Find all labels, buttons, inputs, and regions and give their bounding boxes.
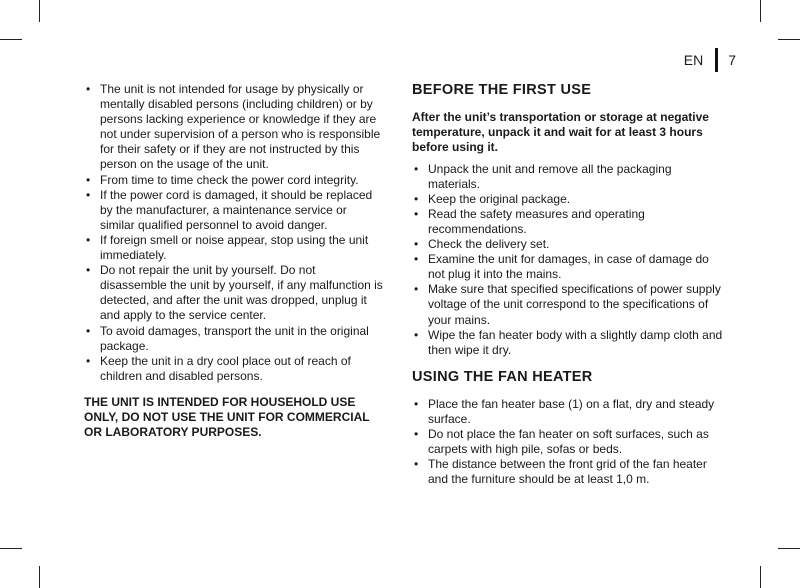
list-item: • Do not repair the unit by yourself. Do not disassemble the unit by yourself, if any malfunction is detected, and after the unit was dropped, unplug it and apply to the service center. [84, 263, 384, 323]
crop-mark-top-right-h [778, 39, 800, 40]
list-item: • The distance between the front grid of the fan heater and the furniture should be at least 1,0 m. [412, 457, 724, 487]
list-item: • Keep the original package. [412, 192, 724, 207]
list-item: • Examine the unit for damages, in case of damage do not plug it into the mains. [412, 252, 724, 282]
crop-mark-top-left-v [39, 0, 40, 22]
list-item: • The unit is not intended for usage by physically or mentally disabled persons (including children) or by persons lacking experience or knowledge if they are not under supervision of a person who is responsible for their safety or if they are not instructed by this person on the usage of the unit. [84, 82, 384, 173]
crop-mark-bottom-right-h [778, 548, 800, 549]
header-separator [715, 48, 718, 72]
section-heading-using-fan-heater: USING THE FAN HEATER [412, 368, 593, 385]
list-item: • Place the fan heater base (1) on a flat, dry and steady surface. [412, 397, 724, 427]
crop-mark-top-right-v [760, 0, 761, 22]
list-item: • Unpack the unit and remove all the packaging materials. [412, 162, 724, 192]
list-item: • Read the safety measures and operating recommendations. [412, 207, 724, 237]
crop-mark-bottom-right-v [760, 566, 761, 588]
page-header [684, 48, 736, 72]
page-number: 7 [728, 52, 736, 68]
crop-mark-top-left-h [0, 39, 22, 40]
section-heading-before-first-use: BEFORE THE FIRST USE [412, 82, 592, 98]
household-use-warning: THE UNIT IS INTENDED FOR HOUSEHOLD USE ONLY, DO NOT USE THE UNIT FOR COMMERCIAL OR LABORATORY PURPOSES. [84, 394, 370, 440]
crop-mark-bottom-left-v [39, 566, 40, 588]
crop-mark-bottom-left-h [0, 548, 22, 549]
before-first-use-list [412, 162, 724, 358]
list-item: • Do not place the fan heater on soft surfaces, such as carpets with high pile, sofas or beds. [412, 427, 724, 457]
list-item: • To avoid damages, transport the unit in the original package. [84, 324, 384, 354]
list-item: • Check the delivery set. [412, 237, 724, 252]
list-item: • If the power cord is damaged, it should be replaced by the manufacturer, a maintenance service or similar qualified personnel to avoid danger. [84, 188, 384, 233]
list-item: • Make sure that specified specifications of power supply voltage of the unit correspond to the specifications of your mains. [412, 282, 724, 327]
list-item: • Wipe the fan heater body with a slightly damp cloth and then wipe it dry. [412, 328, 724, 358]
using-fan-heater-list [412, 397, 724, 488]
language-code: EN [683, 52, 704, 68]
list-item: • From time to time check the power cord integrity. [84, 173, 384, 188]
list-item: • If foreign smell or noise appear, stop using the unit immediately. [84, 233, 384, 263]
transport-storage-note: After the unit’s transportation or storage at negative temperature, unpack it and wait for at least 3 hours before using it. [412, 110, 709, 155]
right-column [412, 82, 724, 487]
list-item: • Keep the unit in a dry cool place out of reach of children and disabled persons. [84, 354, 384, 384]
left-column [84, 82, 384, 440]
safety-list [84, 82, 384, 384]
